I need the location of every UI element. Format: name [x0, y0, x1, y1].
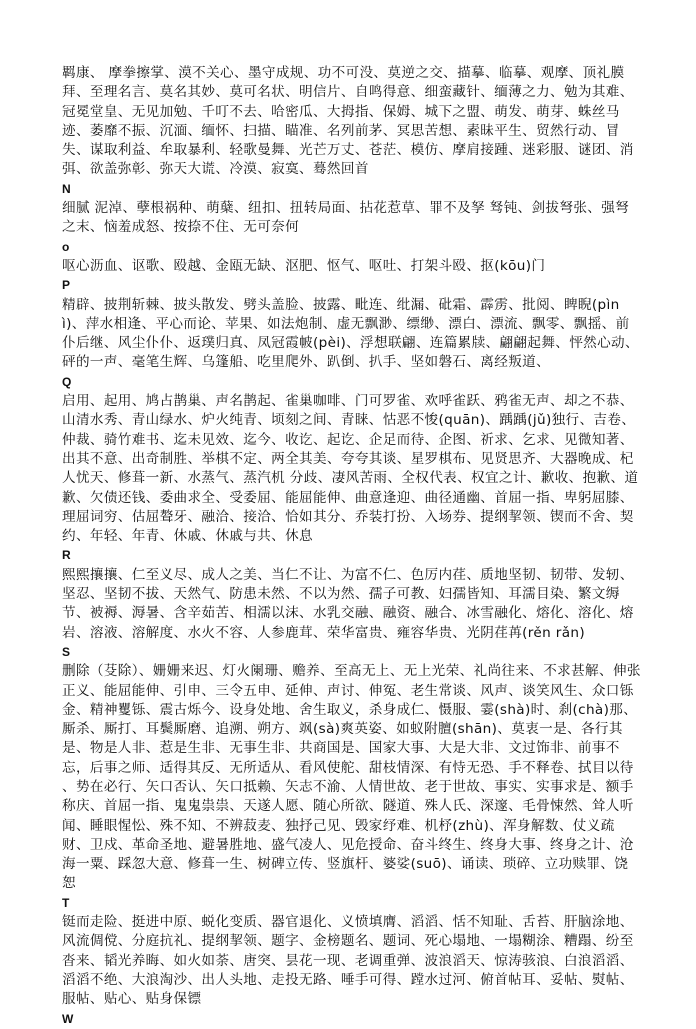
- section-letter: Q: [62, 374, 72, 389]
- section-letter: T: [62, 895, 70, 910]
- word-list: 精辟、披荆斩棘、披头散发、劈头盖脸、披露、毗连、纰漏、砒霜、霹雳、批阅、睥睨(pìnì)、萍水相逢、平心而论、苹果、如法炮制、虚无飘渺、缥缈、漂白、漂流、飘零、飘摇、前仆后继、风尘仆仆、返璞归真、凤冠霞帔(pèi)、浮想联翩、连篇累牍、翩翩起舞、怦然心动、砰的一声、毫笔生辉、乌篷船、吃里爬外、趴倒、扒手、坚如磐石、离经叛道、: [62, 296, 639, 371]
- word-list: 呕心沥血、讴歌、殴越、金瓯无缺、沤肥、怄气、呕吐、打架斗殴、抠(kōu)门: [62, 257, 546, 274]
- section-q: [62, 373, 642, 547]
- section-letter: P: [62, 278, 71, 293]
- section-letter: o: [62, 239, 70, 254]
- word-list: 羁康、 摩拳擦掌、漠不关心、墨守成规、功不可没、莫逆之交、描摹、临摹、观摩、顶礼膜拜、至理名言、莫名其妙、莫可名状、明信片、自鸣得意、细蛮藏针、缅薄之力、勉为其难、冠冕堂皇、无见加勉、千叮不去、哈密瓜、大拇指、保姆、城下之盟、萌发、萌芽、蛛丝马迹、萎靡不振、沉湎、缅怀、扫描、瞄准、名列前茅、冥思苦想、素昧平生、贸然行动、冒失、谋取利益、牟取暴利、轻歌曼舞、光芒万丈、苍茫、模仿、摩肩接踵、迷彩服、谜团、消弭、欲盖弥彰、弥天大谎、冷漠、寂寞、蓦然回首: [62, 65, 634, 178]
- section-letter: R: [62, 548, 72, 563]
- document-page: [62, 64, 642, 1029]
- section-letter: W: [62, 1011, 74, 1026]
- word-list: 铤而走险、挺进中原、蜕化变质、器官退化、义愤填膺、滔滔、恬不知耻、舌苔、肝脑涂地、风流倜傥、分庭抗礼、提纲挈领、题字、金榜题名、题词、死心塌地、一塌糊涂、糟蹋、纷至沓来、韬光养晦、如火如荼、唐突、昙花一现、老调重弹、波浪滔天、惊涛骇浪、白浪滔滔、滔滔不绝、大浪淘沙、出人头地、走投无路、唾手可得、蹚水过河、俯首帖耳、妥帖、熨帖、服帖、贴心、贴身保镖: [62, 914, 634, 1008]
- section-letter: N: [62, 181, 72, 196]
- word-list: 删除（芟除）、姗姗来迟、灯火阑珊、赡养、至高无上、无上光荣、礼尚往来、不求甚解、伸张正义、能屈能伸、引申、三令五申、延伸、声讨、伸冤、老生常谈、风声、谈笑风生、众口铄金、精神矍铄、震古烁今、设身处地、舍生取义，杀身成仁、慑服、霎(shà)时、刹(chà)那、厮杀、厮打、耳鬓厮磨、追溯、朔方、飒(sà)爽英姿、如蚁附膻(shān)、莫衷一是、各行其是、物是人非、惹是生非、无事生非、共商国是、国家大事、大是大非、文过饰非、前事不忘，后事之师、适得其反、无所适从、看风使舵、甜枝情深、有恃无恐、手不释卷、拭目以待 、势在必行、矢口否认、矢口抵赖、矢志不渝、人情世故、老于世故、事实、实事求是、额手称庆、首屈一指、鬼鬼祟祟、天遂人愿、随心所欲、隧道、殊人氏、深邃、毛骨悚然、耸人听闻、睡眼惺忪、殊不知、不辨菽麦、独抒己见、毁家纾难、机杼(zhù)、浑身解数、仗义疏财、卫戍、革命圣地、避暑胜地、盛气凌人、见危授命、奋斗终生、终身大事、终身之计、沧海一粟、踩忽大意、修葺一生、树碑立传、竖旗杆、婆娑(suō)、诵读、琐碎、立功赎罪、饶恕: [62, 663, 641, 892]
- word-list: 启用、起用、鸠占鹊巢、声名鹊起、雀巢咖啡、门可罗雀、欢呼雀跃、鸦雀无声、却之不恭、山清水秀、青山绿水、炉火纯青、顷刻之间、青睐、怙恶不悛(quān)、踽踽(jǔ)独行、吉卷、仲裁、骑竹难书、迄未见效、迄今、收讫、起讫、企足而待、企图、祈求、乞求、见微知著、出其不意、出奇制胜、举棋不定、两全其美、夸夸其谈、星罗棋布、见贤思齐、大器晚成、杞人忧天、修葺一新、水蒸气、蒸汽机 分歧、凄风苦雨、全权代表、权宜之计、歉收、抱歉、道歉、欠债还钱、委曲求全、受委屈、能屈能伸、曲意逢迎、曲径通幽、首屈一指、卑躬屈膝、理屈词穷、估屈聱牙、融洽、接洽、恰如其分、乔装打扮、入场券、提纲挈领、锲而不舍、契约、年轻、年青、休戚、休戚与共、休息: [62, 393, 639, 545]
- section-t: [62, 894, 642, 1010]
- section-n: [62, 180, 642, 238]
- section-s: [62, 643, 642, 894]
- section-p: [62, 276, 642, 372]
- word-list: 细腻 泥淖、孽根祸种、萌蘖、纽扣、扭转局面、拈花惹草、罪不及孥 驽钝、剑拔弩张、强弩之末、恼羞成怒、按捺不住、无可奈何: [62, 200, 630, 236]
- word-list: 熙熙攘攘、仁至义尽、成人之美、当仁不让、为富不仁、色厉内荏、质地坚韧、韧带、发轫、坚忍、坚韧不拔、天然气、防患未然、不以为然、孺子可教、妇孺皆知、耳濡目染、繁文缛节、被褥、溽暑、含辛茹苦、相濡以沫、水乳交融、融资、融合、冰雪融化、熔化、溶化、熔岩、溶液、溶解度、水火不容、人参鹿茸、荣华富贵、雍容华贵、光阴荏苒(rěn rǎn): [62, 566, 634, 641]
- section-m: [62, 64, 642, 180]
- section-w: [62, 1010, 642, 1029]
- section-o: [62, 238, 642, 277]
- section-letter: S: [62, 644, 71, 659]
- section-r: [62, 546, 642, 642]
